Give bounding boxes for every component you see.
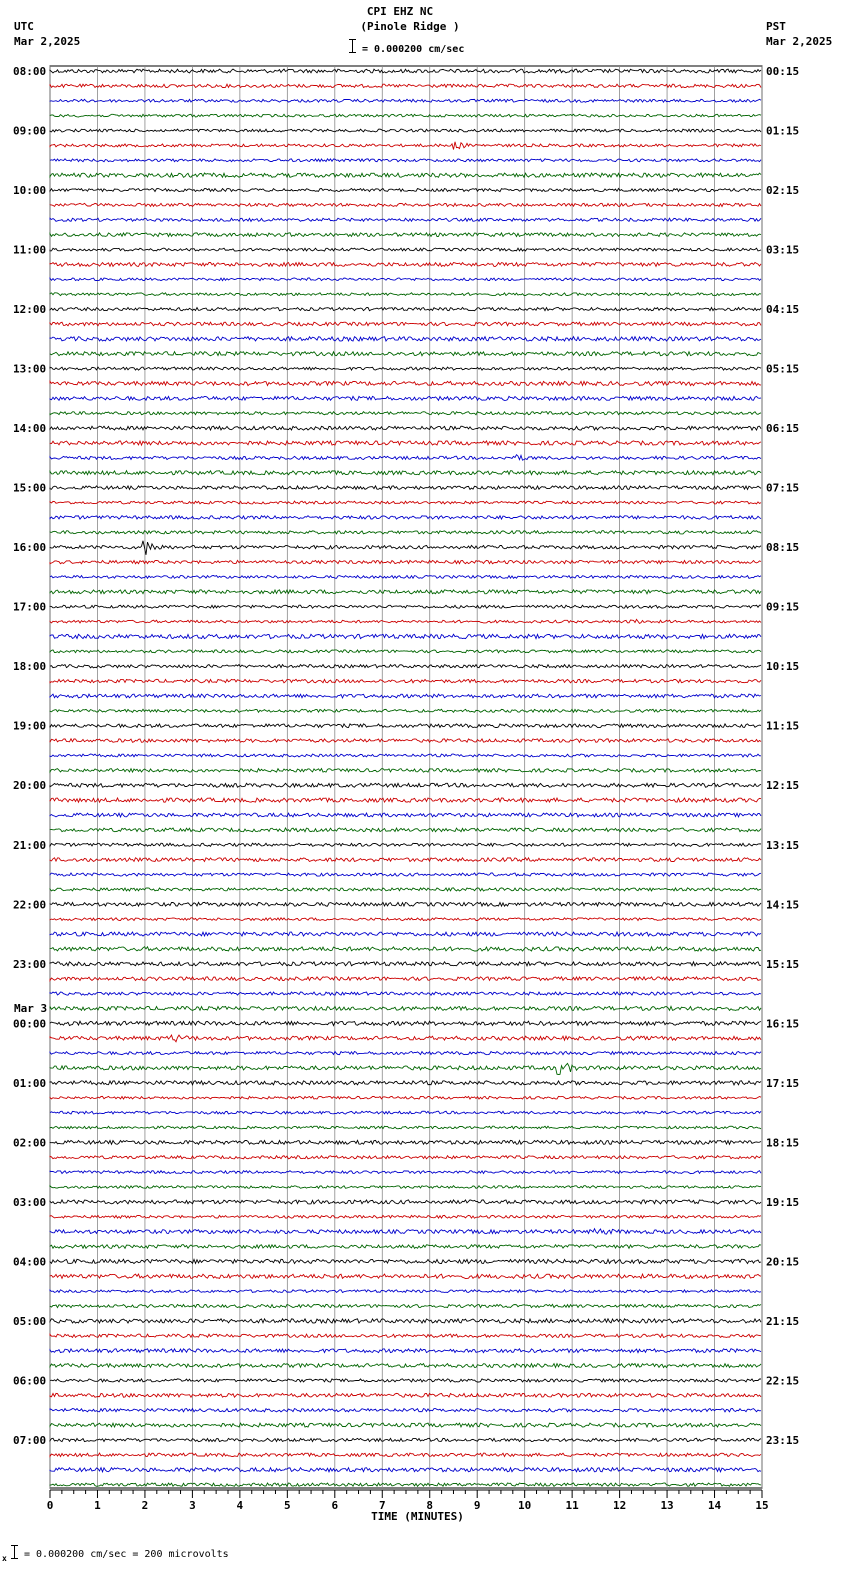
x-tick-label: 15 bbox=[755, 1499, 769, 1512]
trace-line bbox=[50, 709, 761, 712]
trace-line bbox=[50, 322, 761, 326]
trace-line bbox=[50, 1393, 761, 1397]
pst-hour-label: 17:15 bbox=[766, 1076, 800, 1090]
x-axis-title: TIME (MINUTES) bbox=[371, 1510, 464, 1523]
trace-line bbox=[50, 516, 761, 520]
pst-hour-label: 01:15 bbox=[766, 124, 800, 138]
x-tick-label: 12 bbox=[612, 1499, 627, 1512]
x-tick-label: 8 bbox=[426, 1499, 434, 1512]
utc-hour-label: 06:00 bbox=[13, 1374, 47, 1388]
pst-hour-label: 03:15 bbox=[766, 243, 800, 257]
trace-line bbox=[50, 142, 761, 150]
trace-line bbox=[50, 1364, 761, 1368]
pst-hour-label: 07:15 bbox=[766, 481, 800, 495]
x-tick-label: 13 bbox=[660, 1499, 674, 1512]
trace-line bbox=[50, 541, 761, 555]
pst-hour-label: 08:15 bbox=[766, 541, 800, 555]
pst-hour-label: 10:15 bbox=[766, 660, 800, 674]
utc-hour-label: 00:00 bbox=[13, 1017, 47, 1031]
scale-text: = 0.000200 cm/sec bbox=[362, 44, 465, 55]
trace-line bbox=[50, 694, 761, 698]
utc-hour-label: 17:00 bbox=[13, 600, 47, 614]
trace-line bbox=[50, 724, 761, 728]
day-marker-label: Mar 3 bbox=[14, 1002, 48, 1015]
pst-hour-label: 13:15 bbox=[766, 838, 800, 852]
utc-hour-label: 16:00 bbox=[13, 541, 47, 555]
utc-hour-label: 01:00 bbox=[13, 1076, 47, 1090]
trace-line bbox=[50, 173, 761, 177]
trace-line bbox=[50, 308, 761, 311]
utc-date-label: Mar 2,2025 bbox=[14, 35, 81, 48]
pst-hour-label: 11:15 bbox=[766, 719, 800, 733]
utc-hour-label: 11:00 bbox=[13, 243, 47, 257]
trace-line bbox=[50, 992, 761, 995]
trace-line bbox=[50, 501, 761, 504]
pst-hour-label: 06:15 bbox=[766, 422, 800, 436]
utc-hour-label: 22:00 bbox=[13, 898, 47, 912]
trace-line bbox=[50, 471, 761, 475]
trace-line bbox=[50, 576, 761, 579]
trace-line bbox=[50, 783, 761, 787]
trace-group bbox=[50, 69, 761, 1486]
utc-hour-label: 08:00 bbox=[13, 65, 47, 78]
x-tick-label: 6 bbox=[331, 1499, 339, 1512]
pst-hour-label: 00:15 bbox=[766, 65, 800, 78]
trace-line bbox=[50, 858, 761, 862]
trace-line bbox=[50, 1215, 761, 1218]
trace-line bbox=[50, 1290, 761, 1293]
trace-line bbox=[50, 1274, 761, 1278]
trace-line bbox=[50, 932, 761, 936]
x-tick-label: 10 bbox=[518, 1499, 532, 1512]
pst-hour-label: 23:15 bbox=[766, 1433, 800, 1447]
trace-line bbox=[50, 426, 761, 430]
trace-line bbox=[50, 1438, 761, 1441]
pst-hour-label: 20:15 bbox=[766, 1255, 800, 1269]
utc-hour-label: 10:00 bbox=[13, 184, 47, 198]
utc-hour-label: 20:00 bbox=[13, 779, 47, 793]
trace-line bbox=[50, 248, 761, 251]
trace-line bbox=[50, 650, 761, 653]
trace-line bbox=[50, 1259, 761, 1263]
trace-line bbox=[50, 1200, 761, 1204]
pst-hour-label: 22:15 bbox=[766, 1374, 800, 1388]
trace-line bbox=[50, 947, 761, 951]
trace-line bbox=[50, 1409, 761, 1412]
trace-line bbox=[50, 665, 761, 668]
pst-hour-label: 15:15 bbox=[766, 957, 800, 971]
station-title: CPI EHZ NC bbox=[366, 5, 434, 18]
utc-hour-label: 07:00 bbox=[13, 1433, 47, 1447]
x-tick-label: 0 bbox=[46, 1499, 54, 1512]
trace-line bbox=[50, 1245, 761, 1249]
trace-line bbox=[50, 1111, 761, 1114]
utc-hour-label: 23:00 bbox=[13, 957, 47, 971]
x-tick-label: 4 bbox=[236, 1499, 244, 1512]
utc-hour-label: 13:00 bbox=[13, 362, 47, 376]
trace-line bbox=[50, 1081, 761, 1085]
trace-line bbox=[50, 114, 761, 117]
trace-line bbox=[50, 293, 761, 296]
trace-line bbox=[50, 769, 761, 773]
trace-line bbox=[50, 412, 761, 415]
trace-line bbox=[50, 367, 761, 370]
pst-hour-label: 05:15 bbox=[766, 362, 800, 376]
x-tick-label: 1 bbox=[94, 1499, 101, 1512]
trace-line bbox=[50, 619, 761, 623]
trace-line bbox=[50, 337, 761, 341]
utc-hour-label: 19:00 bbox=[13, 719, 47, 733]
trace-line bbox=[50, 1186, 761, 1189]
trace-line bbox=[50, 352, 761, 356]
trace-line bbox=[50, 1334, 761, 1337]
pst-hour-label: 04:15 bbox=[766, 303, 800, 317]
trace-line bbox=[50, 1379, 761, 1382]
trace-line bbox=[50, 1349, 761, 1353]
x-tick-label: 14 bbox=[707, 1499, 722, 1512]
trace-line bbox=[50, 1021, 761, 1025]
trace-line bbox=[50, 1483, 761, 1486]
site-subtitle: (Pinole Ridge ) bbox=[360, 20, 460, 33]
x-tick-label: 7 bbox=[378, 1499, 386, 1512]
trace-line bbox=[50, 1126, 761, 1129]
pst-zone-label: PST bbox=[766, 20, 786, 33]
trace-line bbox=[50, 754, 761, 757]
pst-hour-label: 14:15 bbox=[766, 898, 800, 912]
trace-line bbox=[50, 1229, 761, 1234]
trace-line bbox=[50, 977, 761, 981]
trace-line bbox=[50, 1096, 761, 1099]
pst-hour-label: 18:15 bbox=[766, 1136, 800, 1150]
trace-line bbox=[50, 962, 761, 966]
trace-line bbox=[50, 605, 761, 608]
trace-line bbox=[50, 1171, 761, 1174]
trace-line bbox=[50, 813, 761, 817]
utc-hour-label: 18:00 bbox=[13, 660, 47, 674]
trace-line bbox=[50, 1140, 761, 1144]
trace-line bbox=[50, 918, 761, 921]
trace-line bbox=[50, 902, 761, 906]
trace-line bbox=[50, 69, 761, 73]
trace-line bbox=[50, 84, 761, 87]
utc-hour-label: 21:00 bbox=[13, 838, 47, 852]
trace-line bbox=[50, 1006, 761, 1010]
utc-hour-label: 04:00 bbox=[13, 1255, 47, 1269]
trace-line bbox=[50, 1035, 761, 1042]
x-tick-label: 9 bbox=[473, 1499, 481, 1512]
trace-line bbox=[50, 233, 761, 237]
trace-line bbox=[50, 486, 761, 490]
trace-line bbox=[50, 1453, 761, 1456]
pst-hour-label: 09:15 bbox=[766, 600, 800, 614]
trace-line bbox=[50, 798, 761, 802]
trace-line bbox=[50, 679, 761, 683]
trace-line bbox=[50, 560, 761, 563]
utc-hour-label: 14:00 bbox=[13, 422, 47, 436]
trace-line bbox=[50, 873, 761, 876]
trace-line bbox=[50, 843, 761, 846]
utc-hour-label: 05:00 bbox=[13, 1314, 47, 1328]
trace-line bbox=[50, 218, 761, 221]
utc-zone-label: UTC bbox=[14, 20, 34, 33]
trace-line bbox=[50, 278, 761, 281]
x-tick-label: 11 bbox=[565, 1499, 579, 1512]
trace-line bbox=[50, 1052, 761, 1055]
footer-scale-bar-icon bbox=[14, 1545, 15, 1559]
trace-line bbox=[50, 1304, 761, 1307]
trace-line bbox=[50, 381, 761, 385]
trace-line bbox=[50, 441, 761, 445]
utc-hour-label: 02:00 bbox=[13, 1136, 47, 1150]
trace-line bbox=[50, 1468, 761, 1472]
footer-scale-text: = 0.000200 cm/sec = 200 microvolts bbox=[24, 1549, 229, 1560]
trace-line bbox=[50, 1423, 761, 1427]
trace-line bbox=[50, 888, 761, 891]
utc-hour-label: 15:00 bbox=[13, 481, 47, 495]
trace-line bbox=[50, 1063, 761, 1074]
trace-line bbox=[50, 203, 761, 206]
trace-line bbox=[50, 531, 761, 534]
x-tick-label: 2 bbox=[141, 1499, 149, 1512]
trace-line bbox=[50, 189, 761, 192]
trace-line bbox=[50, 739, 761, 743]
trace-line bbox=[50, 99, 761, 102]
pst-hour-label: 19:15 bbox=[766, 1195, 800, 1209]
x-tick-label: 5 bbox=[284, 1499, 291, 1512]
trace-line bbox=[50, 263, 761, 267]
footer-prefix: x bbox=[2, 1554, 7, 1563]
pst-date-label: Mar 2,2025 bbox=[766, 35, 833, 48]
trace-line bbox=[50, 1156, 761, 1159]
trace-line bbox=[50, 1319, 761, 1323]
pst-hour-label: 12:15 bbox=[766, 779, 800, 793]
trace-line bbox=[50, 129, 761, 132]
utc-hour-label: 12:00 bbox=[13, 303, 47, 317]
trace-line bbox=[50, 634, 761, 638]
trace-line bbox=[50, 396, 761, 400]
x-tick-label: 3 bbox=[189, 1499, 196, 1512]
trace-line bbox=[50, 590, 761, 594]
trace-line bbox=[50, 159, 761, 162]
x-axis bbox=[47, 1490, 769, 1512]
pst-hour-label: 16:15 bbox=[766, 1017, 800, 1031]
utc-hour-label: 03:00 bbox=[13, 1195, 47, 1209]
pst-hour-label: 02:15 bbox=[766, 184, 800, 198]
utc-hour-label: 09:00 bbox=[13, 124, 47, 138]
trace-line bbox=[50, 455, 761, 460]
pst-hour-label: 21:15 bbox=[766, 1314, 800, 1328]
trace-line bbox=[50, 828, 761, 832]
